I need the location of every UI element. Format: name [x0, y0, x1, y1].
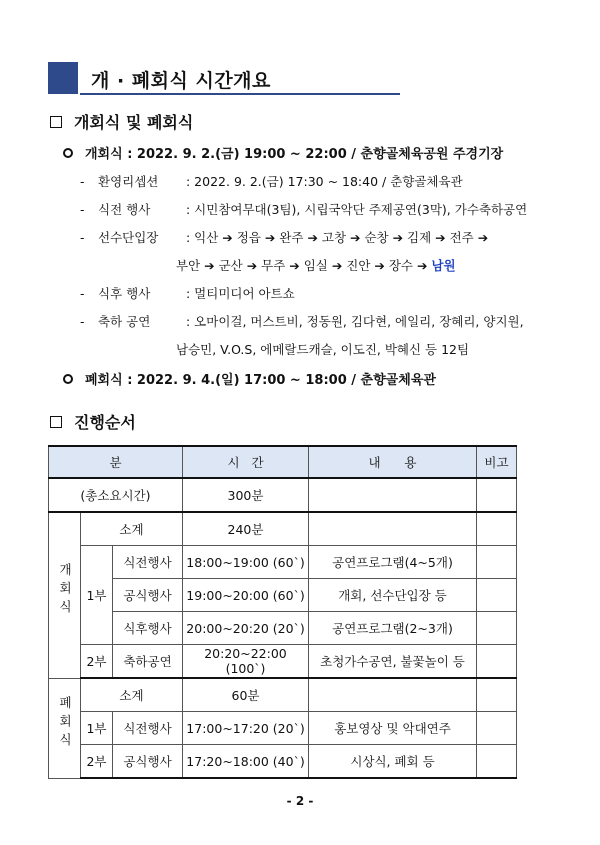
table-row: 식후행사 20:00~20:20 (20`) 공연프로그램(2~3개)	[49, 612, 517, 645]
schedule-table	[48, 445, 517, 779]
section-heading-program	[50, 410, 136, 433]
table-row: 1부 식전행사 18:00~19:00 (60`) 공연프로그램(4~5개)	[49, 546, 517, 579]
table-row: 공식행사 19:00~20:00 (60`) 개회, 선수단입장 등	[49, 579, 517, 612]
header-content: 내 용	[309, 446, 477, 478]
circle-bullet-icon	[63, 148, 73, 158]
section-heading-text: 진행순서	[74, 413, 136, 432]
header-division: 분	[49, 446, 183, 478]
item-pre-event: - 식전 행사 : 시민참여무대(3팀), 시립국악단 주제공연(3막), 가수축하공연	[80, 202, 528, 217]
item-post-event: - 식후 행사 : 멀티미디어 아트쇼	[80, 286, 295, 301]
table-row: 폐회식 소계 60분	[49, 678, 517, 712]
host-city-label: 남원	[431, 258, 456, 273]
item-celebration: - 축하 공연 : 오마이걸, 머스트비, 정동원, 김다현, 에일리, 장혜리, 양지원,	[80, 314, 524, 329]
section-heading-text: 개회식 및 폐회식	[74, 113, 194, 132]
group-label-opening: 개회식	[49, 512, 81, 678]
opening-ceremony-line: 개회식 : 2022. 9. 2.(금) 19:00 ~ 22:00 / 춘향골체육공원 주경기장	[63, 143, 503, 162]
group-label-closing: 폐회식	[49, 678, 81, 778]
title-underline	[80, 93, 400, 95]
table-header-row	[49, 446, 517, 478]
page-title: 개 · 폐회식 시간개요	[91, 70, 271, 92]
item-reception: - 환영리셉션 : 2022. 9. 2.(금) 17:30 ~ 18:40 / 춘향골체육관	[80, 174, 463, 189]
celebration-continued: 남승민, V.O.S, 에메랄드캐슬, 이도진, 박혜신 등 12팀	[176, 342, 470, 357]
header-note: 비고	[477, 446, 517, 478]
table-row: 1부 식전행사 17:00~17:20 (20`) 홍보영상 및 악대연주	[49, 712, 517, 745]
table-row: 개회식 소계 240분	[49, 512, 517, 546]
item-athletes-march: - 선수단입장 : 익산 ➔ 정읍 ➔ 완주 ➔ 고창 ➔ 순창 ➔ 김제 ➔ 전주 ➔	[80, 230, 489, 245]
square-bullet-icon	[50, 416, 62, 428]
closing-ceremony-line: 폐회식 : 2022. 9. 4.(일) 17:00 ~ 18:00 / 춘향골체육관	[63, 369, 436, 388]
circle-bullet-icon	[63, 374, 73, 384]
page-number: - 2 -	[286, 794, 314, 808]
table-row-total: (총소요시간) 300분	[49, 478, 517, 512]
table-row: 2부 축하공연 20:20~22:00 (100`) 초청가수공연, 불꽃놀이 등	[49, 645, 517, 679]
square-bullet-icon	[50, 116, 62, 128]
section-heading-ceremonies	[50, 110, 193, 133]
table-row: 2부 공식행사 17:20~18:00 (40`) 시상식, 폐회 등	[49, 745, 517, 779]
title-accent-block	[48, 62, 78, 94]
athletes-march-continued: 부안 ➔ 군산 ➔ 무주 ➔ 임실 ➔ 진안 ➔ 장수 ➔ 남원	[176, 258, 456, 273]
header-time: 시 간	[183, 446, 309, 478]
